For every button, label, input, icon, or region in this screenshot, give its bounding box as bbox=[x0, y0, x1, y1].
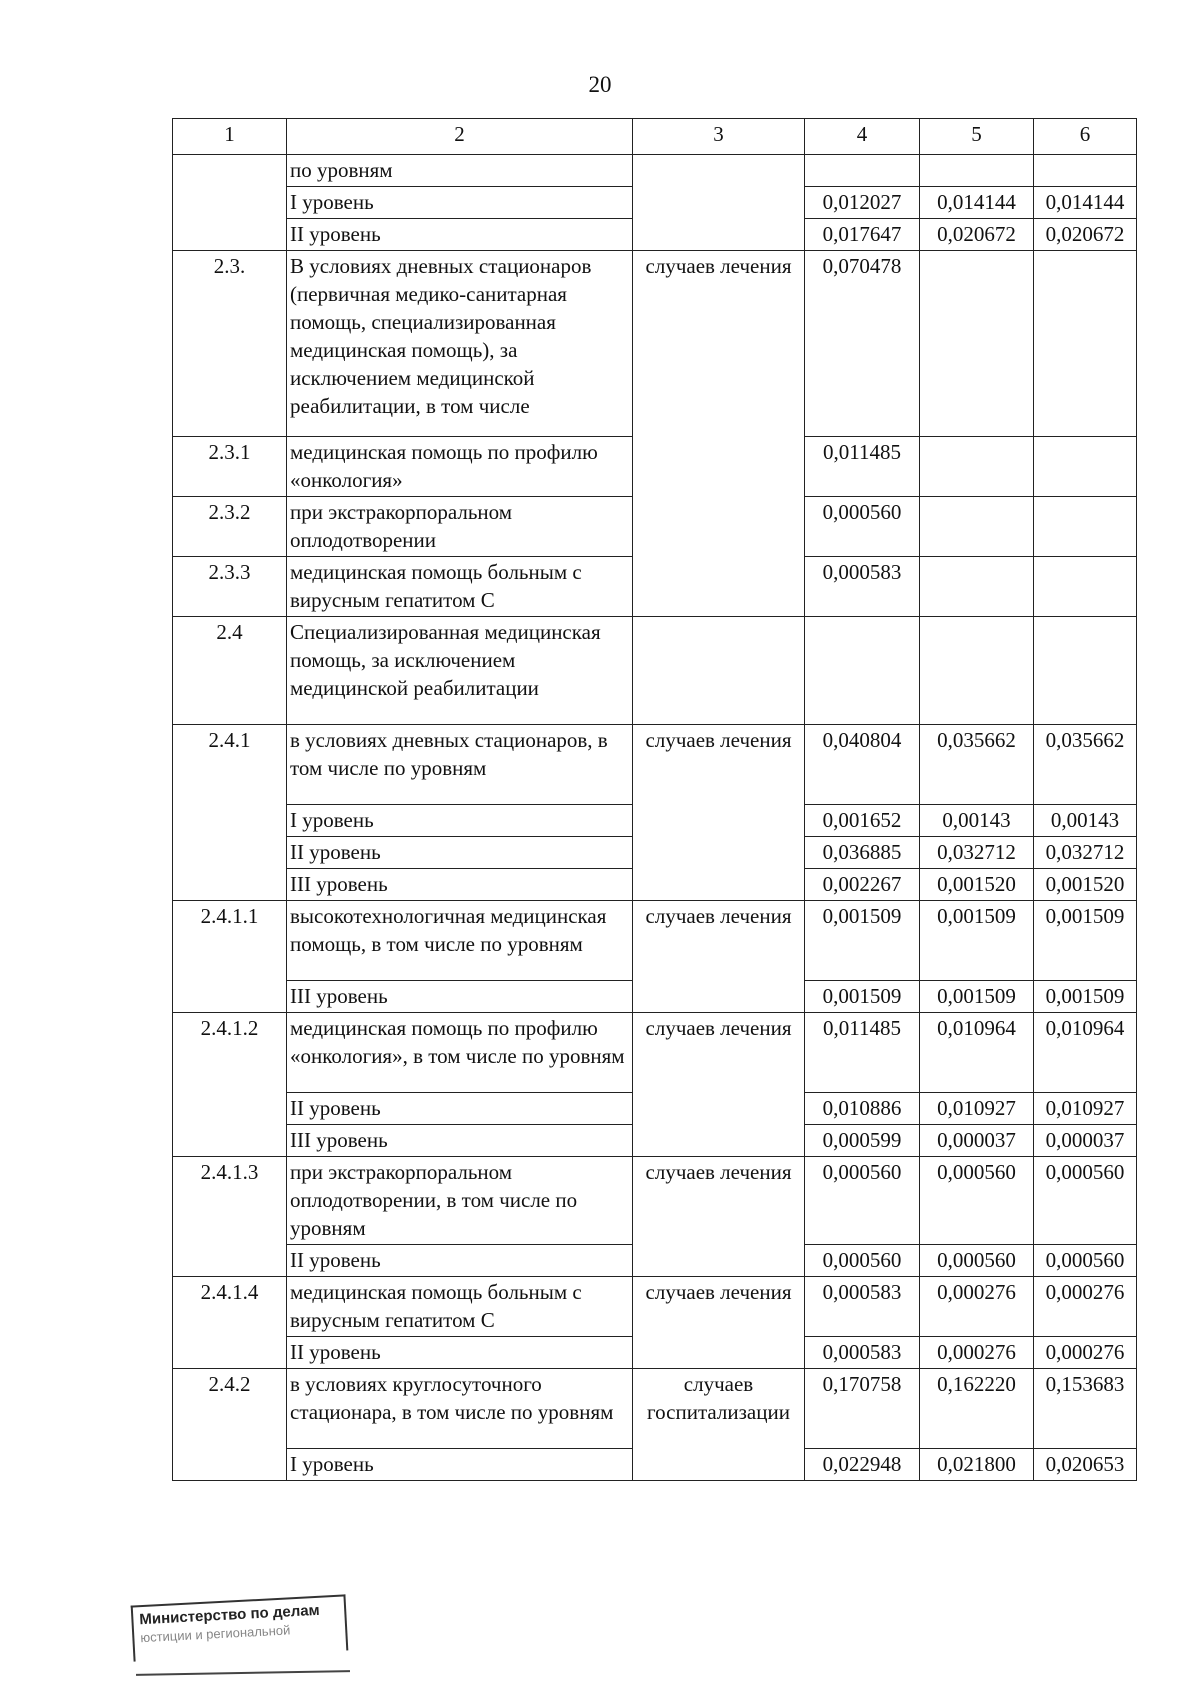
unit-cell: случаев лечения bbox=[633, 1157, 805, 1277]
unit-cell: случаев лечения bbox=[633, 725, 805, 901]
table-row bbox=[173, 901, 1137, 981]
header-cell-5: 5 bbox=[920, 119, 1034, 155]
header-cell-1: 1 bbox=[173, 119, 287, 155]
value-cell-col-5 bbox=[920, 557, 1034, 617]
unit-cell: случаев лечения bbox=[633, 901, 805, 1013]
value-cell-col-6: 0,001509 bbox=[1034, 981, 1137, 1013]
value-cell-col-5: 0,162220 bbox=[920, 1369, 1034, 1449]
value-cell-col-6: 0,001509 bbox=[1034, 901, 1137, 981]
value-cell-col-4: 0,012027 bbox=[805, 187, 920, 219]
header-cell-4: 4 bbox=[805, 119, 920, 155]
stamp-line-1: Министерство по делам bbox=[138, 1601, 321, 1629]
value-cell-col-4: 0,011485 bbox=[805, 437, 920, 497]
value-cell-col-4 bbox=[805, 155, 920, 187]
value-cell-col-4: 0,017647 bbox=[805, 219, 920, 251]
row-number-cell: 2.4.1 bbox=[173, 725, 287, 901]
stamp-line-2: юстиции и региональной bbox=[139, 1622, 291, 1646]
indicator-name-cell: II уровень bbox=[287, 1337, 633, 1369]
value-cell-col-5: 0,001509 bbox=[920, 981, 1034, 1013]
value-cell-col-6: 0,000560 bbox=[1034, 1157, 1137, 1245]
indicator-name-cell: III уровень bbox=[287, 869, 633, 901]
value-cell-col-4: 0,000583 bbox=[805, 1277, 920, 1337]
table-row bbox=[173, 1013, 1137, 1093]
row-number-cell: 2.4.1.2 bbox=[173, 1013, 287, 1157]
value-cell-col-4: 0,001509 bbox=[805, 981, 920, 1013]
table-row bbox=[173, 1277, 1137, 1337]
value-cell-col-6: 0,010964 bbox=[1034, 1013, 1137, 1093]
row-number-cell bbox=[173, 155, 287, 251]
value-cell-col-5 bbox=[920, 155, 1034, 187]
indicator-name-cell: Специализированная медицинская помощь, за исключением медицинской реабилитации bbox=[287, 617, 633, 725]
page-number: 20 bbox=[588, 72, 612, 97]
value-cell-col-6: 0,020653 bbox=[1034, 1449, 1137, 1481]
indicator-name-cell: медицинская помощь больным с вирусным гепатитом С bbox=[287, 1277, 633, 1337]
value-cell-col-4: 0,070478 bbox=[805, 251, 920, 437]
value-cell-col-4: 0,036885 bbox=[805, 837, 920, 869]
value-cell-col-5: 0,010964 bbox=[920, 1013, 1034, 1093]
value-cell-col-6: 0,153683 bbox=[1034, 1369, 1137, 1449]
value-cell-col-5: 0,001509 bbox=[920, 901, 1034, 981]
value-cell-col-4: 0,001652 bbox=[805, 805, 920, 837]
value-cell-col-5 bbox=[920, 617, 1034, 725]
unit-cell: случаев госпитализации bbox=[633, 1369, 805, 1481]
value-cell-col-5: 0,000276 bbox=[920, 1337, 1034, 1369]
indicator-name-cell: при экстракорпоральном оплодотворении, в том числе по уровням bbox=[287, 1157, 633, 1245]
indicator-name-cell: I уровень bbox=[287, 1449, 633, 1481]
value-cell-col-5: 0,032712 bbox=[920, 837, 1034, 869]
value-cell-col-6 bbox=[1034, 155, 1137, 187]
value-cell-col-5: 0,021800 bbox=[920, 1449, 1034, 1481]
value-cell-col-5: 0,001520 bbox=[920, 869, 1034, 901]
value-cell-col-4: 0,011485 bbox=[805, 1013, 920, 1093]
unit-cell bbox=[633, 617, 805, 725]
value-cell-col-6 bbox=[1034, 557, 1137, 617]
indicator-name-cell: медицинская помощь по профилю «онкология», в том числе по уровням bbox=[287, 1013, 633, 1093]
stamp-underline bbox=[136, 1670, 350, 1676]
indicator-name-cell: по уровням bbox=[287, 155, 633, 187]
value-cell-col-5 bbox=[920, 437, 1034, 497]
indicator-name-cell: В условиях дневных стационаров (первичная медико-санитарная помощь, специализированная медицинская помощь), за исключением медицинской реабилитации, в том числе bbox=[287, 251, 633, 437]
value-cell-col-5: 0,000037 bbox=[920, 1125, 1034, 1157]
indicator-name-cell: II уровень bbox=[287, 837, 633, 869]
value-cell-col-6: 0,000276 bbox=[1034, 1277, 1137, 1337]
ministry-stamp bbox=[131, 1594, 349, 1661]
table-row bbox=[173, 155, 1137, 187]
indicator-name-cell: при экстракорпоральном оплодотворении bbox=[287, 497, 633, 557]
value-cell-col-4: 0,001509 bbox=[805, 901, 920, 981]
value-cell-col-6 bbox=[1034, 437, 1137, 497]
table-row bbox=[173, 1157, 1137, 1245]
value-cell-col-4: 0,002267 bbox=[805, 869, 920, 901]
value-cell-col-4: 0,022948 bbox=[805, 1449, 920, 1481]
row-number-cell: 2.3.1 bbox=[173, 437, 287, 497]
header-cell-3: 3 bbox=[633, 119, 805, 155]
header-row bbox=[173, 119, 1137, 155]
value-cell-col-4: 0,000583 bbox=[805, 1337, 920, 1369]
value-cell-col-6: 0,000037 bbox=[1034, 1125, 1137, 1157]
value-cell-col-5: 0,00143 bbox=[920, 805, 1034, 837]
value-cell-col-6: 0,000276 bbox=[1034, 1337, 1137, 1369]
indicator-name-cell: II уровень bbox=[287, 219, 633, 251]
indicator-name-cell: в условиях дневных стационаров, в том числе по уровням bbox=[287, 725, 633, 805]
indicator-name-cell: III уровень bbox=[287, 1125, 633, 1157]
row-number-cell: 2.3.3 bbox=[173, 557, 287, 617]
value-cell-col-5: 0,014144 bbox=[920, 187, 1034, 219]
unit-cell: случаев лечения bbox=[633, 1277, 805, 1369]
indicator-name-cell: медицинская помощь по профилю «онкология» bbox=[287, 437, 633, 497]
row-number-cell: 2.3. bbox=[173, 251, 287, 437]
value-cell-col-5 bbox=[920, 497, 1034, 557]
indicator-name-cell: высокотехнологичная медицинская помощь, в том числе по уровням bbox=[287, 901, 633, 981]
value-cell-col-6: 0,032712 bbox=[1034, 837, 1137, 869]
data-table bbox=[172, 118, 1137, 1481]
value-cell-col-5 bbox=[920, 251, 1034, 437]
value-cell-col-4 bbox=[805, 617, 920, 725]
value-cell-col-6 bbox=[1034, 251, 1137, 437]
header-cell-6: 6 bbox=[1034, 119, 1137, 155]
indicator-name-cell: в условиях круглосуточного стационара, в том числе по уровням bbox=[287, 1369, 633, 1449]
value-cell-col-6: 0,014144 bbox=[1034, 187, 1137, 219]
row-number-cell: 2.4 bbox=[173, 617, 287, 725]
value-cell-col-4: 0,000599 bbox=[805, 1125, 920, 1157]
table-row bbox=[173, 617, 1137, 725]
unit-cell: случаев лечения bbox=[633, 251, 805, 617]
row-number-cell: 2.4.1.1 bbox=[173, 901, 287, 1013]
value-cell-col-4: 0,000560 bbox=[805, 1245, 920, 1277]
value-cell-col-6: 0,010927 bbox=[1034, 1093, 1137, 1125]
value-cell-col-5: 0,000276 bbox=[920, 1277, 1034, 1337]
table-row bbox=[173, 251, 1137, 437]
value-cell-col-6: 0,000560 bbox=[1034, 1245, 1137, 1277]
value-cell-col-6: 0,001520 bbox=[1034, 869, 1137, 901]
value-cell-col-4: 0,040804 bbox=[805, 725, 920, 805]
indicator-name-cell: I уровень bbox=[287, 187, 633, 219]
value-cell-col-5: 0,000560 bbox=[920, 1245, 1034, 1277]
row-number-cell: 2.3.2 bbox=[173, 497, 287, 557]
value-cell-col-4: 0,010886 bbox=[805, 1093, 920, 1125]
value-cell-col-4: 0,000560 bbox=[805, 1157, 920, 1245]
indicator-name-cell: II уровень bbox=[287, 1093, 633, 1125]
row-number-cell: 2.4.2 bbox=[173, 1369, 287, 1481]
indicator-name-cell: медицинская помощь больным с вирусным гепатитом С bbox=[287, 557, 633, 617]
value-cell-col-5: 0,010927 bbox=[920, 1093, 1034, 1125]
indicator-name-cell: II уровень bbox=[287, 1245, 633, 1277]
unit-cell: случаев лечения bbox=[633, 1013, 805, 1157]
value-cell-col-6: 0,020672 bbox=[1034, 219, 1137, 251]
indicator-name-cell: III уровень bbox=[287, 981, 633, 1013]
indicator-name-cell: I уровень bbox=[287, 805, 633, 837]
value-cell-col-6: 0,035662 bbox=[1034, 725, 1137, 805]
value-cell-col-5: 0,020672 bbox=[920, 219, 1034, 251]
row-number-cell: 2.4.1.4 bbox=[173, 1277, 287, 1369]
value-cell-col-5: 0,035662 bbox=[920, 725, 1034, 805]
value-cell-col-5: 0,000560 bbox=[920, 1157, 1034, 1245]
unit-cell bbox=[633, 155, 805, 251]
value-cell-col-6 bbox=[1034, 497, 1137, 557]
value-cell-col-4: 0,000560 bbox=[805, 497, 920, 557]
header-cell-2: 2 bbox=[287, 119, 633, 155]
value-cell-col-4: 0,000583 bbox=[805, 557, 920, 617]
table-row bbox=[173, 725, 1137, 805]
table-row bbox=[173, 1369, 1137, 1449]
row-number-cell: 2.4.1.3 bbox=[173, 1157, 287, 1277]
value-cell-col-6 bbox=[1034, 617, 1137, 725]
value-cell-col-6: 0,00143 bbox=[1034, 805, 1137, 837]
value-cell-col-4: 0,170758 bbox=[805, 1369, 920, 1449]
